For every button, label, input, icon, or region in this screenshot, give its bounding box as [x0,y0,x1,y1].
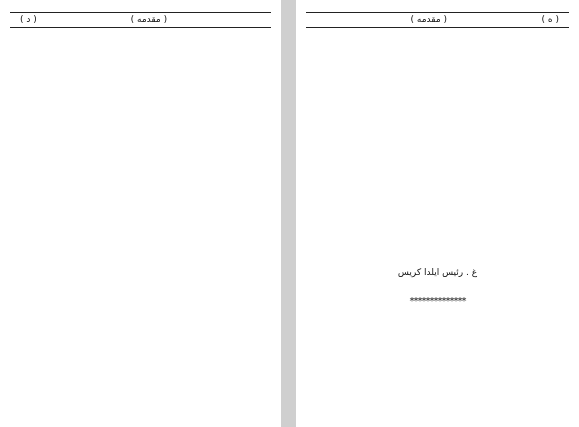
header-rule-bottom [10,27,271,28]
running-title: ( مقدمه ) [410,15,448,25]
right-page [296,0,579,427]
right-page-body [310,36,565,262]
left-page-body [14,36,267,427]
section-divider: ************** [409,296,466,307]
left-page-header [10,12,271,28]
page-letter: ( ه ) [541,15,559,25]
header-rule-top [10,12,271,13]
signature: غ . رئیس ایلدا کریس [397,268,478,278]
right-page-header [306,12,569,28]
book-gutter [281,0,296,427]
header-rule-top [306,12,569,13]
left-page [0,0,281,427]
page-letter: ( د ) [20,15,37,25]
running-title: ( مقدمه ) [130,15,168,25]
header-rule-bottom [306,27,569,28]
